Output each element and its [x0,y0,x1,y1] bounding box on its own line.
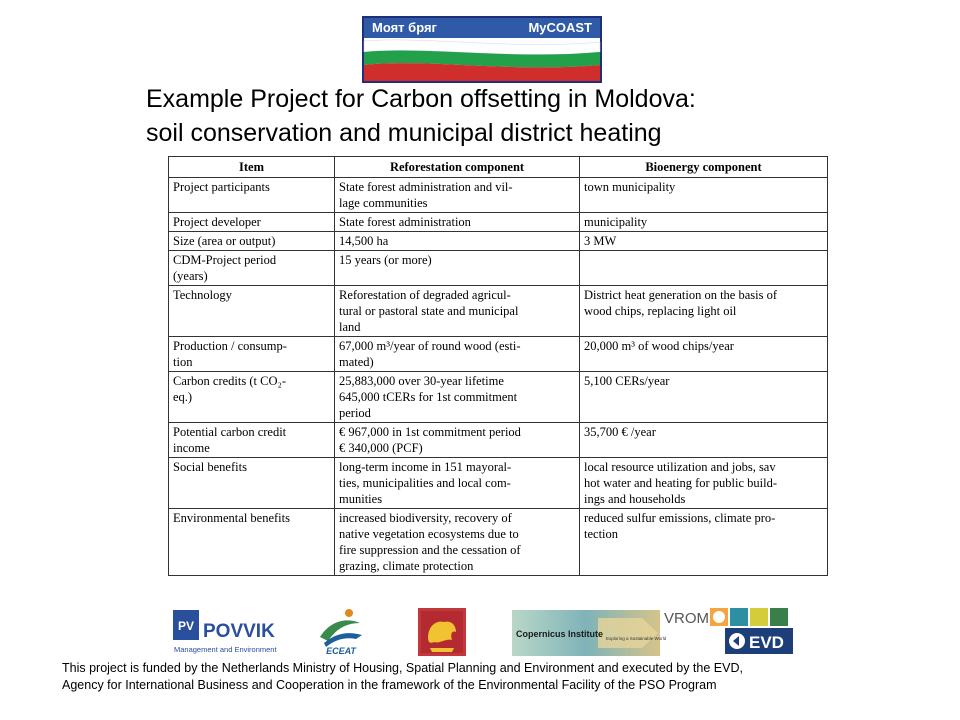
table-cell: 20,000 m³ of wood chips/year [580,337,828,372]
project-table [168,156,828,576]
table-cell: 14,500 ha [335,232,580,251]
table-cell: Technology [169,286,335,337]
povvik-subtitle: Management and Environment [174,645,277,654]
table-row [169,286,828,337]
table-row [169,232,828,251]
table-cell: Project participants [169,178,335,213]
table-cell: increased biodiversity, recovery of native vegetation ecosystems due to fire suppression and the cessation of grazing, climate protection [335,509,580,576]
eceat-logo-graphic [316,607,366,655]
evd-logo-graphic [725,628,793,654]
table-cell: € 967,000 in 1st commitment period € 340,000 (PCF) [335,423,580,458]
eceat-logo [316,607,366,655]
table-cell: Production / consump- tion [169,337,335,372]
copernicus-name: Copernicus Institute [516,629,604,639]
table-cell: Project developer [169,213,335,232]
table-cell: State forest administration and vil- lage communities [335,178,580,213]
table-row [169,178,828,213]
table-row [169,372,828,423]
copernicus-logo-graphic [512,610,667,656]
title-line-1: Example Project for Carbon offsetting in Moldova: [146,85,696,113]
eceat-name: ECEAT [326,646,356,656]
povvik-logo [173,608,283,656]
table-row [169,213,828,232]
table-header-row [169,157,828,178]
project-table-container [168,156,827,598]
table-row [169,458,828,509]
flag-waves-icon [364,38,600,81]
logo-left-text: Моят бряг [372,20,437,35]
table-cell: District heat generation on the basis of wood chips, replacing light oil [580,286,828,337]
page-title [146,82,926,150]
title-line-2: soil conservation and municipal district heating [146,119,662,147]
table-cell: 15 years (or more) [335,251,580,286]
table-cell: Reforestation of degraded agricul- tural or pastoral state and municipal land [335,286,580,337]
mycoast-logo [362,16,602,83]
table-cell: 35,700 € /year [580,423,828,458]
table-cell: Carbon credits (t CO₂- eq.) [169,372,335,423]
table-cell: 3 MW [580,232,828,251]
header-bioenergy: Bioenergy component [580,157,828,178]
copernicus-subtitle: Exploring a Sustainable World [606,636,667,641]
table-cell: CDM-Project period (years) [169,251,335,286]
table-cell: Size (area or output) [169,232,335,251]
table-row [169,509,828,576]
evd-name: EVD [749,633,784,652]
table-row [169,337,828,372]
vrom-name: VROM [664,610,709,627]
vrom-logo [664,606,794,628]
table-cell: Social benefits [169,458,335,509]
vrom-logo-graphic [664,606,794,628]
funding-footer [62,660,942,694]
footer-line-1: This project is funded by the Netherlands Ministry of Housing, Spatial Planning and Environment and executed by the EVD, [62,661,743,675]
table-cell: municipality [580,213,828,232]
table-cell: reduced sulfur emissions, climate pro- tection [580,509,828,576]
table-cell: State forest administration [335,213,580,232]
header-item: Item [169,157,335,178]
table-cell: 25,883,000 over 30-year lifetime 645,000 tCERs for 1st commitment period [335,372,580,423]
copernicus-logo [512,610,667,656]
lion-crest-icon [418,608,466,656]
crest-logo [418,608,466,656]
povvik-name: POVVIK [203,621,275,642]
evd-logo [725,628,793,654]
povvik-badge-text: PV [177,619,195,633]
table-cell: local resource utilization and jobs, sav hot water and heating for public build- ings and households [580,458,828,509]
header-reforestation: Reforestation component [335,157,580,178]
footer-line-2: Agency for International Business and Cooperation in the framework of the Environmental Facility of the PSO Program [62,678,717,692]
logo-right-text: MyCOAST [528,20,592,35]
povvik-logo-graphic [173,608,283,656]
table-row [169,423,828,458]
table-cell: Potential carbon credit income [169,423,335,458]
table-row [169,251,828,286]
table-cell [580,251,828,286]
table-cell: 5,100 CERs/year [580,372,828,423]
table-cell: 67,000 m³/year of round wood (esti- mated) [335,337,580,372]
table-cell: long-term income in 151 mayoral- ties, municipalities and local com- munities [335,458,580,509]
table-cell: Environmental benefits [169,509,335,576]
table-cell: town municipality [580,178,828,213]
